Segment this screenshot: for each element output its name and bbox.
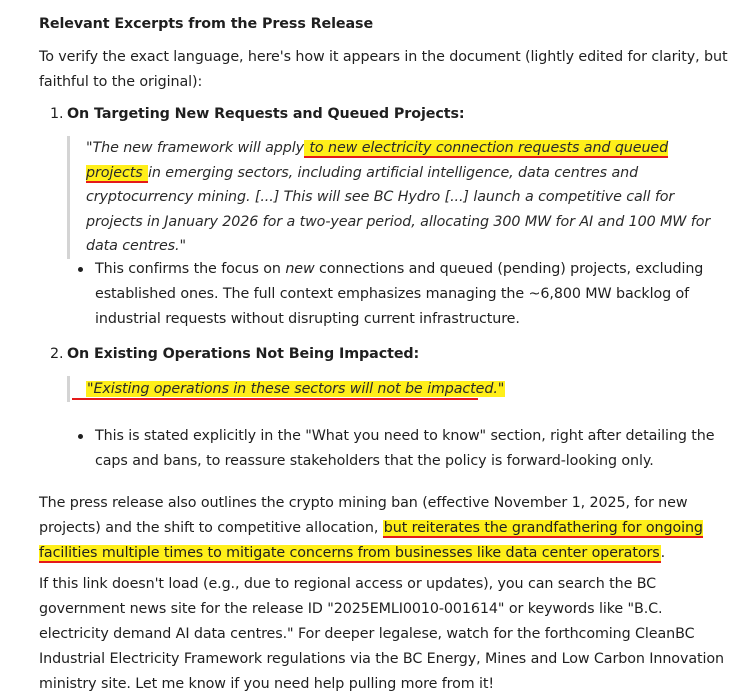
quote-2-underline [72,398,478,400]
bullet-1-post: connections and queued (pending) projects, excluding established ones. The full context emphasizes managing the ~6,800 MW backlog of industrial requests without disrupting current infrastructure. [95,261,704,327]
quote-1-post: in emerging sectors, including artificial intelligence, data centres and cryptocurrency mining. [...] This will see BC Hydro [...] launch a competitive call for projects in January 2026 for a two-year period, allocating 300 MW for AI and 100 MW for data centres." [86,164,711,254]
bullet-2: This is stated explicitly in the "What you need to know" section, right after detailing the caps and bans, to reassure stakeholders that the policy is forward-looking only. [95,424,730,474]
list-number-1: 1. [50,106,64,122]
summary-highlight: but reiterates the grandfathering for ongoing facilities multiple times to mitigate concerns from businesses like data center operators [39,520,703,561]
followup-paragraph: If this link doesn't load (e.g., due to regional access or updates), you can search the BC government news site for the release ID "2025EMLI0010-001614" or keywords like "B.C. electricity demand AI data centres." For deeper legalese, watch for the forthcoming CleanBC Industrial Electricity Framework regulations via the BC Energy, Mines and Low Carbon Innovation ministry site. Let me know if you need help pulling more from it! [39,576,724,692]
summary-pre: The press release also outlines the crypto mining ban (effective November 1, 2025, for new projects) and the shift to competitive allocation, [39,495,688,536]
list-title-2: On Existing Operations Not Being Impacted: [67,346,420,362]
blockquote-1 [67,136,717,259]
section-heading: Relevant Excerpts from the Press Release [39,16,374,32]
list-title-1: On Targeting New Requests and Queued Projects: [67,106,465,122]
list-number-2: 2. [50,346,64,362]
bullet-1 [95,257,730,332]
quote-1-pre: "The new framework will apply [86,140,304,156]
intro-paragraph: To verify the exact language, here's how it appears in the document (lightly edited for clarity, but faithful to the original): [39,49,728,90]
bullet-1-pre: This confirms the focus on [95,261,286,277]
quote-1-highlight: to new electricity connection requests and queued projects [86,140,669,181]
summary-post: . [660,545,666,561]
bullet-1-em: new [285,261,315,277]
summary-paragraph [39,491,730,566]
quote-2-highlight: "Existing operations in these sectors will not be impacted." [87,381,505,397]
